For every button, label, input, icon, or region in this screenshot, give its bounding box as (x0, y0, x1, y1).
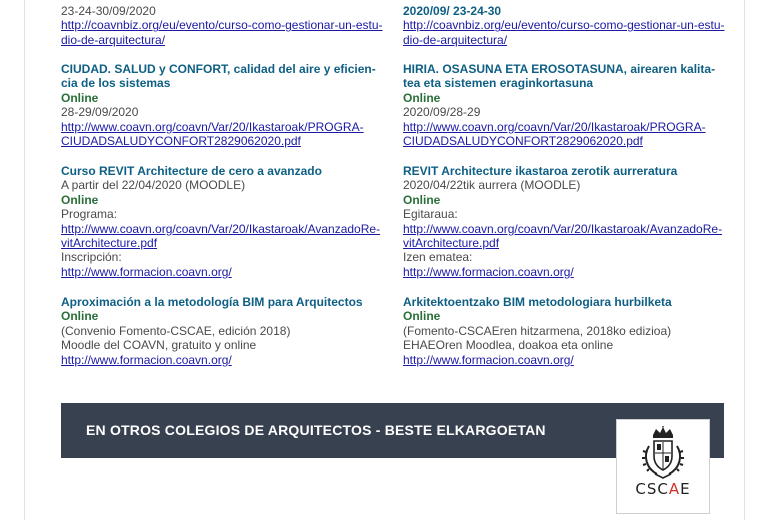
registration-label: Izen ematea: (403, 250, 473, 265)
course-date: A partir del 22/04/2020 (MOODLE) (61, 178, 246, 193)
course-title: Aproximación a la metodología BIM para Arquitectos (61, 295, 363, 309)
course-title-continuation: cia de los sistemas (61, 76, 171, 91)
course-date: 2020/09/28-29 (403, 105, 481, 120)
course-date: 2020/09/ 23-24-30 (403, 4, 502, 18)
course-link[interactable]: http://www.coavn.org/coavn/Var/20/Ikastaroak/PROGRA- (61, 119, 364, 134)
course-link[interactable]: http://coavnbiz.org/eu/evento/curso-como-gestionar-un-estu- (403, 18, 725, 33)
course-title: CIUDAD. SALUD y CONFORT, calidad del aire y eficien- (61, 62, 376, 76)
course-block-ciudad-salud (61, 62, 391, 148)
course-note: (Fomento-CSCAEren hitzarmena, 2018ko edizioa) (403, 323, 672, 338)
program-link-continuation[interactable]: vitArchitecture.pdf (61, 236, 158, 251)
course-link-continuation[interactable]: dio-de-arquitectura/ (61, 32, 166, 47)
program-link[interactable]: http://www.coavn.org/coavn/Var/20/Ikastaroak/AvanzadoRe- (61, 221, 381, 236)
logo-wordmark: CSCAE (635, 480, 691, 498)
course-title: REVIT Architecture ikastaroa zerotik aurreratura (403, 164, 678, 178)
course-link[interactable]: http://www.formacion.coavn.org/ (61, 352, 232, 367)
course-title-continuation: tea eta sistemen eraginkortasuna (403, 76, 594, 91)
course-note: Moodle del COAVN, gratuito y online (61, 338, 257, 353)
course-mode: Online (403, 90, 441, 105)
course-link[interactable]: http://coavnbiz.org/eu/evento/curso-como-gestionar-un-estu- (61, 18, 383, 33)
course-link-continuation[interactable]: CIUDADSALUDYCONFORT2829062020.pdf (403, 134, 643, 149)
course-note: (Convenio Fomento-CSCAE, edición 2018) (61, 323, 291, 338)
course-note: EHAEOren Moodlea, doakoa eta online (403, 338, 614, 353)
course-date: 28-29/09/2020 (61, 105, 139, 120)
banner-heading: EN OTROS COLEGIOS DE ARQUITECTOS - BESTE ELKARGOETAN (86, 422, 546, 438)
course-title: Curso REVIT Architecture de cero a avanzado (61, 164, 322, 178)
registration-link[interactable]: http://www.formacion.coavn.org/ (61, 264, 232, 279)
course-block-bim (403, 295, 733, 367)
crown-wreath-emblem-icon (637, 426, 689, 480)
course-link-continuation[interactable]: CIUDADSALUDYCONFORT2829062020.pdf (61, 134, 301, 149)
course-block-revit (403, 164, 733, 279)
program-link[interactable]: http://www.coavn.org/coavn/Var/20/Ikastaroak/AvanzadoRe- (403, 221, 723, 236)
course-block-hiria-osasuna (403, 62, 733, 148)
course-date: 23-24-30/09/2020 (61, 4, 156, 18)
course-date: 2020/04/22tik aurrera (MOODLE) (403, 178, 581, 193)
course-link[interactable]: http://www.formacion.coavn.org/ (403, 352, 574, 367)
course-link-continuation[interactable]: dio-de-arquitectura/ (403, 32, 508, 47)
course-mode: Online (61, 192, 99, 207)
course-block-bim (61, 295, 391, 367)
course-mode: Online (61, 90, 99, 105)
program-label: Egitaraua: (403, 207, 458, 222)
course-block-revit (61, 164, 391, 279)
program-label: Programa: (61, 207, 118, 222)
course-mode: Online (61, 309, 99, 324)
course-link[interactable]: http://www.coavn.org/coavn/Var/20/Ikastaroak/PROGRA- (403, 119, 706, 134)
course-mode: Online (403, 309, 441, 324)
course-mode: Online (403, 192, 441, 207)
course-title: HIRIA. OSASUNA ETA EROSOTASUNA, airearen kalita- (403, 62, 716, 76)
program-link-continuation[interactable]: vitArchitecture.pdf (403, 236, 500, 251)
course-block-gestionar-estudio (61, 4, 391, 47)
course-title: Arkitektoentzako BIM metodologiara hurbilketa (403, 295, 672, 309)
registration-link[interactable]: http://www.formacion.coavn.org/ (403, 264, 574, 279)
registration-label: Inscripción: (61, 250, 122, 265)
course-block-gestionar-estudio (403, 4, 733, 47)
